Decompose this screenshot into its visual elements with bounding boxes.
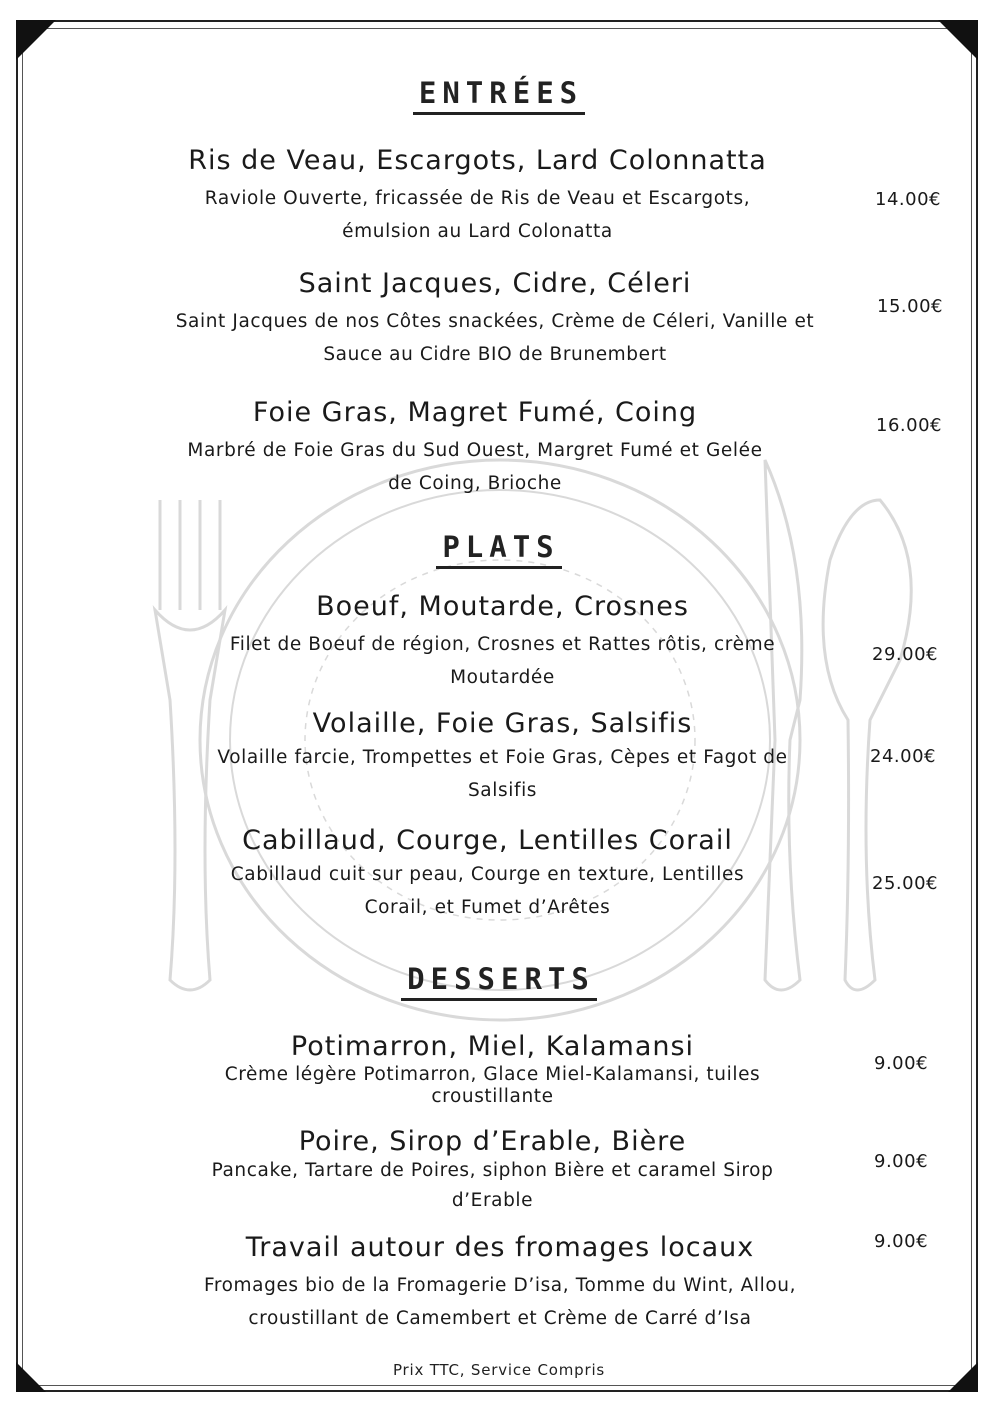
section-title-entrees: ENTRÉES: [0, 76, 998, 110]
dish-name: Poire, Sirop d’Erable, Bière: [298, 1126, 687, 1157]
dish-description: Marbré de Foie Gras du Sud Ouest, Margret Fumé et Gelée de Coing, Brioche: [187, 440, 763, 494]
dish-name: Travail autour des fromages locaux: [245, 1232, 755, 1263]
dish-name: Potimarron, Miel, Kalamansi: [290, 1031, 695, 1062]
dish-name: Boeuf, Moutarde, Crosnes: [316, 591, 689, 622]
dish-price: 29.00€: [872, 644, 938, 665]
dish-item: [150, 707, 855, 807]
dish-price: 15.00€: [877, 296, 943, 317]
dish-description: Fromages bio de la Fromagerie D’isa, Tomme du Wint, Allou, croustillant de Camembert et Crème de Carré d’Isa: [203, 1275, 797, 1329]
dish-description: Crème légère Potimarron, Glace Miel-Kalamansi, tuiles croustillante: [224, 1064, 761, 1107]
dish-name: Cabillaud, Courge, Lentilles Corail: [242, 825, 733, 856]
dish-price: 24.00€: [870, 746, 936, 767]
dish-item: [130, 1030, 855, 1108]
corner-ornament-top-left: [16, 20, 56, 60]
dish-price: 9.00€: [874, 1053, 929, 1074]
dish-price: 9.00€: [874, 1231, 929, 1252]
dish-name: Foie Gras, Magret Fumé, Coing: [252, 397, 698, 428]
dish-item: [140, 1231, 860, 1335]
dish-name: Ris de Veau, Escargots, Lard Colonnatta: [188, 145, 767, 176]
dish-name: Volaille, Foie Gras, Salsifis: [312, 708, 693, 739]
dish-description: Filet de Boeuf de région, Crosnes et Rattes rôtis, crème Moutardée: [229, 634, 776, 688]
section-title-desserts: DESSERTS: [0, 962, 998, 996]
dish-item: [150, 1125, 835, 1216]
dish-item: [120, 144, 835, 248]
dish-item: [130, 824, 845, 924]
dish-description: Raviole Ouverte, fricassée de Ris de Veau et Escargots, émulsion au Lard Colonatta: [204, 188, 751, 242]
dish-name: Saint Jacques, Cidre, Céleri: [298, 268, 692, 299]
section-title-plats: PLATS: [0, 530, 998, 564]
dish-item: [120, 267, 870, 371]
dish-price: 9.00€: [874, 1151, 929, 1172]
footer-note: Prix TTC, Service Compris: [392, 1361, 606, 1379]
dish-description: Pancake, Tartare de Poires, siphon Bière et caramel Sirop d’Erable: [211, 1160, 774, 1211]
dish-item: [120, 396, 830, 500]
dish-item: [150, 590, 855, 694]
dish-description: Volaille farcie, Trompettes et Foie Gras, Cèpes et Fagot de Salsifis: [217, 747, 788, 801]
dish-price: 25.00€: [872, 873, 938, 894]
dish-price: 16.00€: [876, 415, 942, 436]
dish-price: 14.00€: [875, 189, 941, 210]
dish-description: Saint Jacques de nos Côtes snackées, Crème de Céleri, Vanille et Sauce au Cidre BIO de Brunembert: [175, 311, 815, 365]
corner-ornament-top-right: [938, 20, 978, 60]
dish-description: Cabillaud cuit sur peau, Courge en texture, Lentilles Corail, et Fumet d’Arêtes: [230, 864, 745, 918]
